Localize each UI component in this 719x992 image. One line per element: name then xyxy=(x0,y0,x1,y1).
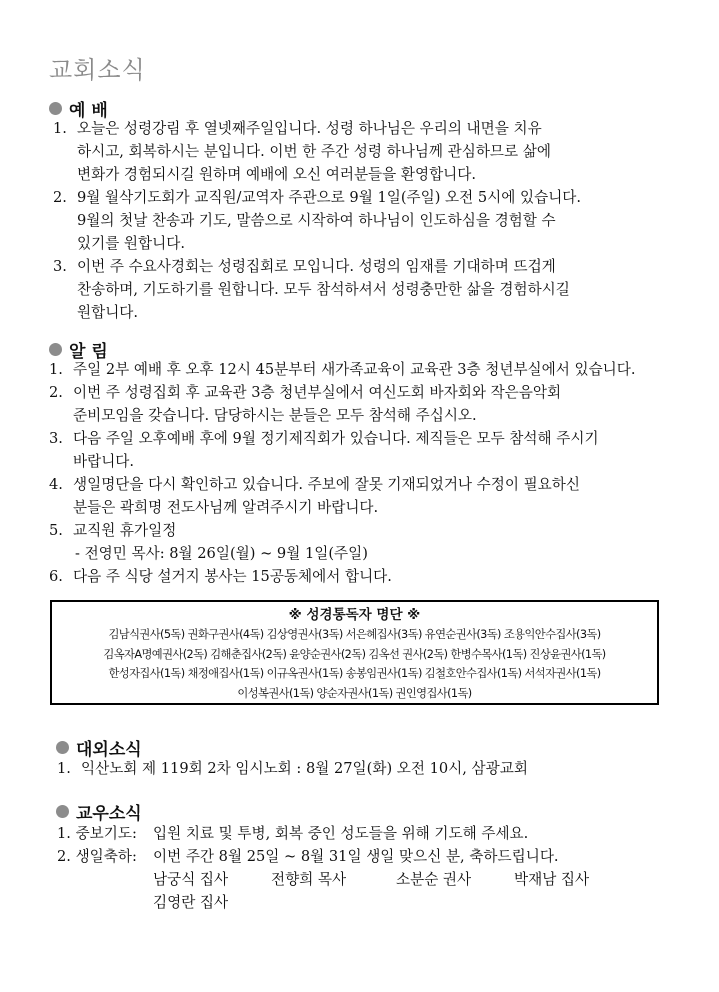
list-item-number: 1. xyxy=(53,120,67,137)
list-item xyxy=(49,565,657,588)
bullet-dot-icon xyxy=(56,805,69,818)
list-item-number: 1. xyxy=(57,760,71,777)
list-item xyxy=(53,186,657,255)
birthday-name: 소분순 권사 xyxy=(396,871,472,888)
list-item xyxy=(49,358,657,381)
bible-readers-line: 한성자집사(1독) 채정애집사(1독) 이규옥권사(1독) 송봉임권사(1독) 김철호안수집사(1독) 서석자권사(1독) xyxy=(108,667,601,680)
external-heading: 대외소식 xyxy=(76,740,142,760)
intercession-label: 1. 중보기도: xyxy=(57,825,137,842)
list-item-line: 변화가 경험되시길 원하며 예배에 오신 여러분들을 환영합니다. xyxy=(77,166,477,183)
bible-readers-line: 김옥자A명예권사(2독) 김해춘집사(2독) 윤양순권사(2독) 김옥선 권사(2독) 한병수목사(1독) 진상윤권사(1독) xyxy=(103,647,606,661)
list-item-number: 6. xyxy=(49,568,63,585)
birthday-label: 2. 생일축하: xyxy=(57,848,137,865)
birthday-text: 이번 주간 8월 25일 ~ 8월 31일 생일 맞으신 분, 축하드립니다. xyxy=(153,848,559,865)
list-item-line: 찬송하며, 기도하기를 원합니다. 모두 참석하셔서 성령충만한 삶을 경험하시길 xyxy=(77,281,570,298)
list-item xyxy=(49,427,657,473)
bible-readers-line: 이성복권사(1독) 양순자권사(1독) 권인영집사(1독) xyxy=(237,686,472,700)
list-item-line: 교직원 휴가일정 xyxy=(73,522,177,539)
list-item xyxy=(49,473,657,519)
list-item-line: 익산노회 제 119회 2차 임시노회 : 8월 27일(화) 오전 10시, 삼광교회 xyxy=(81,760,528,777)
intercession-row xyxy=(57,822,677,845)
list-item-line: 다음 주일 오후예배 후에 9월 정기제직회가 있습니다. 제직들은 모두 참석해 주시기 xyxy=(73,430,599,447)
list-item-number: 3. xyxy=(53,258,67,275)
list-item-line: 주일 2부 예배 후 오후 12시 45분부터 새가족교육이 교육관 3층 청년부실에서 있습니다. xyxy=(73,361,636,378)
birthday-names xyxy=(57,868,623,914)
list-item-line: 하시고, 회복하시는 분입니다. 이번 한 주간 성령 하나님께 관심하므로 삶에 xyxy=(77,143,551,160)
list-item-number: 1. xyxy=(49,361,63,378)
list-item-line: 있기를 원합니다. xyxy=(77,235,185,252)
notices-heading: 알 림 xyxy=(69,342,108,362)
list-item-line: 9월의 첫날 찬송과 기도, 말씀으로 시작하여 하나님이 인도하심을 경험할 수 xyxy=(77,212,556,229)
birthday-row xyxy=(57,845,677,868)
worship-heading: 예 배 xyxy=(69,101,108,121)
notices-list xyxy=(49,358,657,588)
bullet-dot-icon xyxy=(56,741,69,754)
bullet-dot-icon xyxy=(49,343,62,356)
intercession-text: 입원 치료 및 투병, 회복 중인 성도들을 위해 기도해 주세요. xyxy=(153,825,529,842)
bullet-dot-icon xyxy=(49,102,62,115)
members-heading: 교우소식 xyxy=(76,804,142,824)
list-item xyxy=(49,381,657,427)
list-item xyxy=(49,519,657,565)
worship-list xyxy=(53,117,657,324)
bible-readers-title: ※ 성경통독자 명단 ※ xyxy=(288,607,421,623)
list-item-line: 이번 주 성령집회 후 교육관 3층 청년부실에서 여신도회 바자회와 작은음악회 xyxy=(73,384,562,401)
external-news-list xyxy=(57,757,657,780)
member-news-block xyxy=(57,822,677,914)
birthday-name: 김영란 집사 xyxy=(153,894,229,911)
birthday-name: 박재남 집사 xyxy=(514,871,590,888)
list-item xyxy=(53,117,657,186)
list-item-line: 다음 주 식당 설거지 봉사는 15공동체에서 합니다. xyxy=(73,568,392,585)
list-item-number: 4. xyxy=(49,476,63,493)
list-item-line: 이번 주 수요사경회는 성령집회로 모입니다. 성령의 임재를 기대하며 뜨겁게 xyxy=(77,258,556,275)
list-item-line: - 전영민 목사: 8월 26일(월) ~ 9월 1일(주일) xyxy=(75,545,368,562)
list-item-line: 9월 월삭기도회가 교직원/교역자 주관으로 9월 1일(주일) 오전 5시에 있습니다. xyxy=(77,189,582,206)
list-item xyxy=(57,757,657,780)
bible-readers-line: 김남식권사(5독) 권화구권사(4독) 김상영권사(3독) 서은혜집사(3독) 유연순권사(3독) 조용익안수집사(3독) xyxy=(108,628,601,641)
list-item-number: 3. xyxy=(49,430,63,447)
list-item-line: 분들은 곽희명 전도사님께 알려주시기 바랍니다. xyxy=(73,499,379,516)
list-item-line: 오늘은 성령강림 후 열넷째주일입니다. 성령 하나님은 우리의 내면을 치유 xyxy=(77,120,542,137)
list-item-line: 원합니다. xyxy=(77,304,139,321)
list-item-number: 2. xyxy=(53,189,67,206)
page-title: 교회소식 xyxy=(49,56,146,84)
list-item-line: 생일명단을 다시 확인하고 있습니다. 주보에 잘못 기재되었거나 수정이 필요하신 xyxy=(73,476,580,493)
list-item-number: 5. xyxy=(49,522,63,539)
list-item-number: 2. xyxy=(49,384,63,401)
birthday-name: 남궁식 집사 xyxy=(153,871,229,888)
list-item xyxy=(53,255,657,324)
bible-readers-box xyxy=(50,600,659,705)
birthday-name: 전향희 목사 xyxy=(271,871,347,888)
list-item-line: 준비모임을 갖습니다. 담당하시는 분들은 모두 참석해 주십시오. xyxy=(73,407,477,424)
list-item-line: 바랍니다. xyxy=(73,453,135,470)
section-heading-members xyxy=(56,799,142,824)
